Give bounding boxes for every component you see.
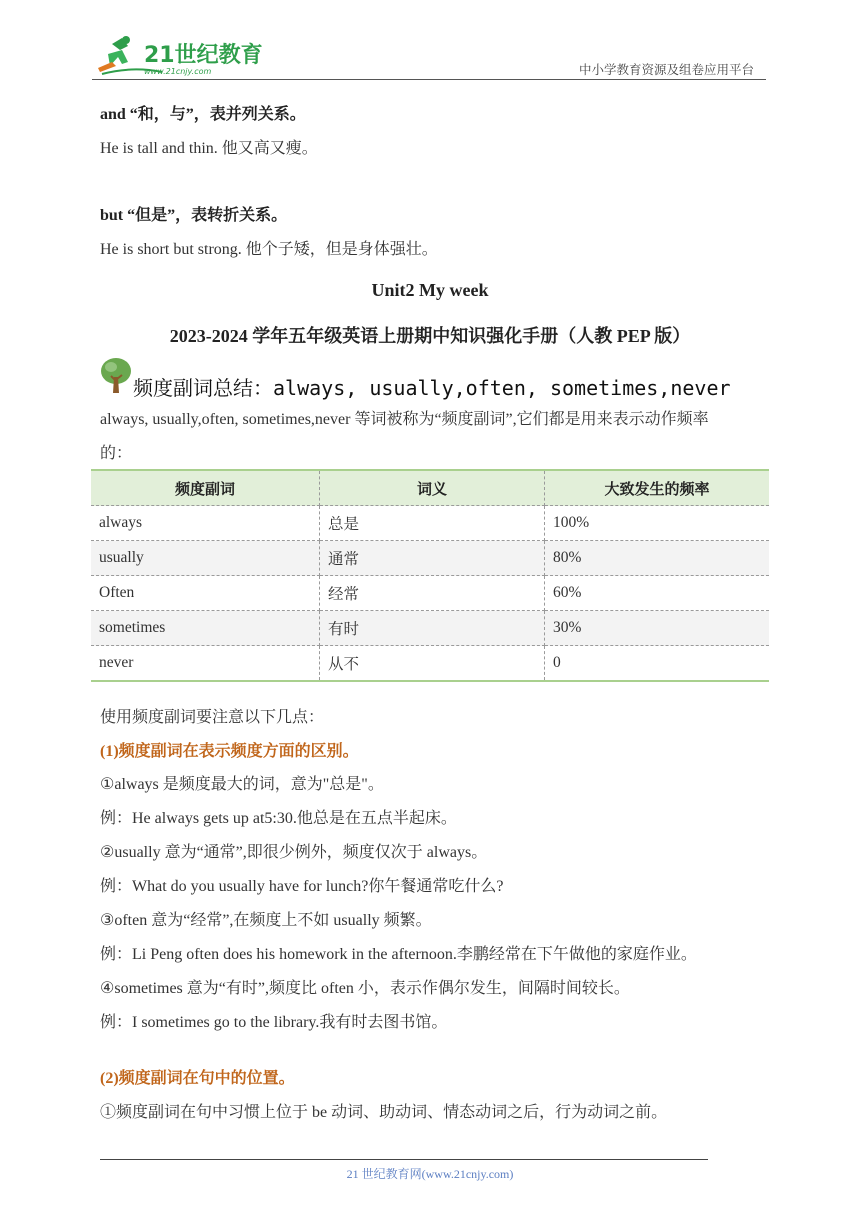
- footer-divider: [100, 1159, 708, 1160]
- notes-line: ②usually 意为“通常”,即很少例外，频度仅次于 always。: [100, 844, 488, 861]
- col-header-adverb: 频度副词: [91, 470, 320, 506]
- footer-text: 21 世纪教育网(www.21cnjy.com): [346, 1167, 514, 1181]
- document-title: 2023-2024 学年五年级英语上册期中知识强化手册（人教 PEP 版）: [169, 326, 691, 346]
- cell-frequency: 30%: [545, 611, 770, 646]
- table-row: [91, 646, 769, 682]
- notes-heading-2: (2)频度副词在句中的位置。: [100, 1070, 295, 1087]
- logo-url: www.21cnjy.com: [144, 67, 212, 76]
- unit-title: Unit2 My week: [371, 280, 489, 300]
- site-logo: [94, 34, 264, 78]
- notes-line: ④sometimes 意为“有时”,频度比 often 小，表示作偶尔发生，间隔时间较长。: [100, 980, 630, 997]
- cell-adverb: Often: [91, 576, 320, 611]
- and-example: He is tall and thin. 他又高又瘦。: [100, 140, 318, 157]
- col-header-frequency: 大致发生的频率: [545, 470, 770, 506]
- cell-adverb: usually: [91, 541, 320, 576]
- frequency-table: [91, 469, 769, 682]
- section-title: 频度副词总结：always, usually,often, sometimes,never: [133, 376, 731, 400]
- section-desc-line1: always, usually,often, sometimes,never 等词被称为“频度副词”,它们都是用来表示动作频率: [100, 411, 709, 428]
- header-platform-text: 中小学教育资源及组卷应用平台: [578, 62, 754, 77]
- cell-adverb: never: [91, 646, 320, 682]
- section-desc-line2: 的：: [100, 445, 133, 462]
- table-row: [91, 576, 769, 611]
- cell-meaning: 有时: [320, 611, 545, 646]
- and-rule: and “和，与”，表并列关系。: [100, 106, 306, 123]
- notes-line: 例：Li Peng often does his homework in the afternoon.李鹏经常在下午做他的家庭作业。: [100, 946, 697, 963]
- notes-lead: 使用频度副词要注意以下几点：: [100, 709, 325, 726]
- notes-line: ③often 意为“经常”,在频度上不如 usually 频繁。: [100, 912, 432, 929]
- table-row: [91, 611, 769, 646]
- cell-adverb: sometimes: [91, 611, 320, 646]
- col-header-meaning: 词义: [320, 470, 545, 506]
- cell-meaning: 总是: [320, 506, 545, 541]
- but-rule: but “但是”，表转折关系。: [100, 207, 288, 224]
- table-row: [91, 506, 769, 541]
- cell-adverb: always: [91, 506, 320, 541]
- logo-text: 21世纪教育: [144, 43, 263, 68]
- cell-meaning: 从不: [320, 646, 545, 682]
- notes-line: 例：What do you usually have for lunch?你午餐通常吃什么?: [100, 878, 504, 895]
- table-header-row: [91, 470, 769, 506]
- cell-frequency: 100%: [545, 506, 770, 541]
- cell-frequency: 60%: [545, 576, 770, 611]
- notes-line: ①always 是频度最大的词，意为"总是"。: [100, 776, 384, 793]
- notes-line: 例：I sometimes go to the library.我有时去图书馆。: [100, 1014, 448, 1031]
- notes-heading-1: (1)频度副词在表示频度方面的区别。: [100, 743, 359, 760]
- notes-line: ①频度副词在句中习惯上位于 be 动词、助动词、情态动词之后，行为动词之前。: [100, 1104, 668, 1121]
- table-row: [91, 541, 769, 576]
- but-example: He is short but strong. 他个子矮，但是身体强壮。: [100, 241, 438, 258]
- cell-frequency: 0: [545, 646, 770, 682]
- notes-line: 例：He always gets up at5:30.他总是在五点半起床。: [100, 810, 457, 827]
- tree-icon: [99, 357, 133, 393]
- cell-meaning: 通常: [320, 541, 545, 576]
- cell-meaning: 经常: [320, 576, 545, 611]
- cell-frequency: 80%: [545, 541, 770, 576]
- header-divider: [92, 79, 766, 80]
